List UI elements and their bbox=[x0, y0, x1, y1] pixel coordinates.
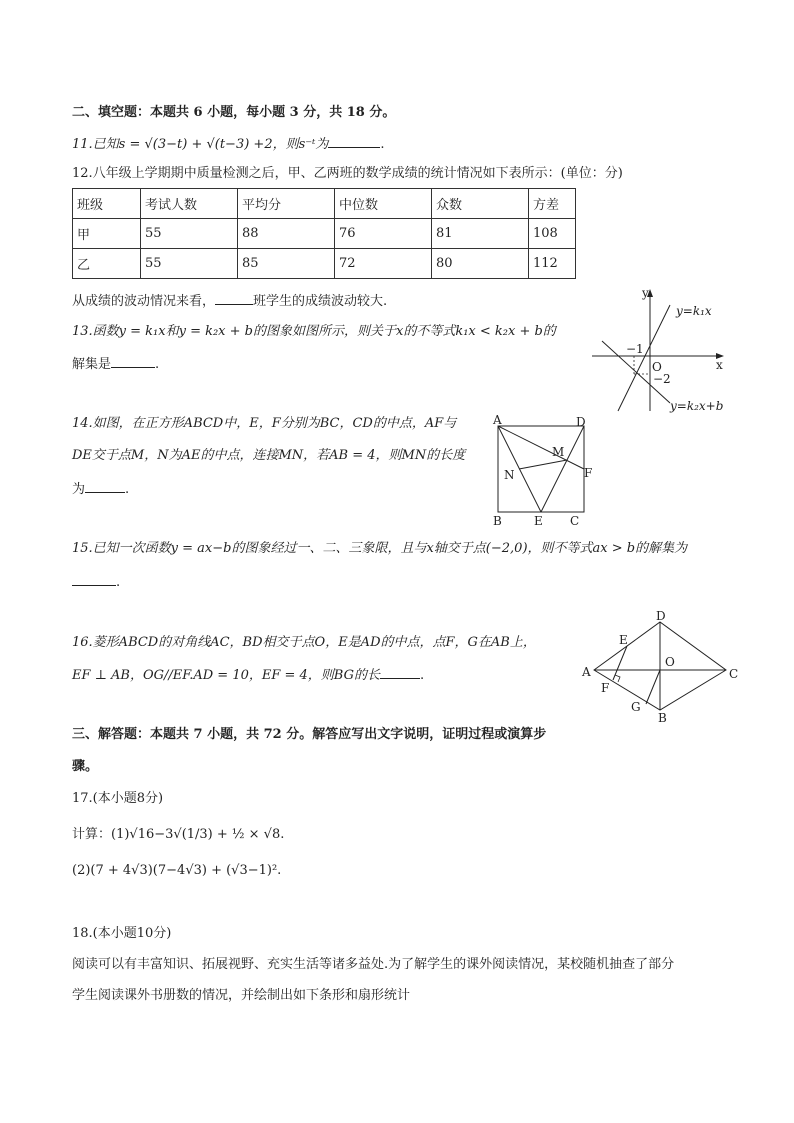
point-d-label: D bbox=[656, 609, 666, 623]
q16-answer-blank[interactable] bbox=[380, 664, 420, 679]
table-cell: 88 bbox=[238, 219, 335, 249]
point-a-label: A bbox=[493, 413, 502, 427]
point-b-label: B bbox=[658, 711, 667, 725]
table-cell: 55 bbox=[141, 249, 238, 279]
q14-line3-text: 为 bbox=[72, 482, 86, 497]
section3-line1: 三、解答题：本题共 7 小题，共 72 分。解答应写出文字说明，证明过程或演算步 bbox=[72, 727, 547, 742]
point-f-label: F bbox=[601, 681, 610, 695]
q11-text: 11.已知s = √(3−t) + √(t−3) +2，则s⁻ᵗ为 bbox=[72, 137, 329, 152]
line-k2x-b-label: y=k₂x+b bbox=[670, 399, 724, 413]
table-cell: 80 bbox=[432, 249, 529, 279]
q15-line2: . bbox=[72, 571, 120, 593]
q18-line2: 学生阅读课外书册数的情况，并绘制出如下条形和扇形统计 bbox=[72, 988, 411, 1003]
section2-heading: 二、填空题：本题共 6 小题，每小题 3 分，共 18 分。 bbox=[72, 105, 396, 120]
table-header-cell: 平均分 bbox=[238, 189, 335, 219]
q17-title: 17.(本小题8分) bbox=[72, 791, 164, 806]
q18-title: 18.(本小题10分) bbox=[72, 926, 172, 941]
point-g-label: G bbox=[631, 700, 641, 714]
q16-line2: EF ⊥ AB，OG//EF.AD = 10，EF = 4，则BG的长 . bbox=[72, 664, 424, 686]
section3-line2: 骤。 bbox=[72, 759, 99, 774]
q14-line2: DE交于点M，N为AE的中点，连接MN，若AB = 4，则MN的长度 bbox=[72, 448, 466, 463]
segment-de bbox=[541, 426, 584, 512]
minus-two-label: −2 bbox=[653, 372, 671, 386]
q14-line1: 14.如图，在正方形ABCD中，E，F分别为BC，CD的中点，AF与 bbox=[72, 416, 457, 431]
q13-graph-figure bbox=[592, 283, 732, 418]
table-header-cell: 方差 bbox=[529, 189, 576, 219]
q12-intro: 12.八年级上学期期中质量检测之后，甲、乙两班的数学成绩的统计情况如下表所示：(单位：分) bbox=[72, 166, 623, 181]
q13-line2-text: 解集是 bbox=[72, 357, 112, 372]
q12-after-a: 从成绩的波动情况来看， bbox=[72, 294, 216, 309]
table-cell: 乙 bbox=[73, 249, 141, 279]
point-a-label: A bbox=[582, 665, 591, 679]
table-cell: 112 bbox=[529, 249, 576, 279]
q13-line2: 解集是 . bbox=[72, 353, 159, 375]
line-k1x bbox=[618, 305, 670, 411]
segment-af bbox=[498, 426, 584, 469]
point-m-label: M bbox=[552, 445, 565, 459]
point-e-label: E bbox=[619, 633, 628, 647]
table-header-cell: 中位数 bbox=[335, 189, 432, 219]
point-e-label: E bbox=[534, 514, 543, 528]
right-angle-mark bbox=[615, 675, 620, 682]
q13-answer-blank[interactable] bbox=[111, 353, 155, 368]
point-n-label: N bbox=[504, 468, 515, 482]
table-cell: 85 bbox=[238, 249, 335, 279]
minus-one-label: −1 bbox=[626, 342, 644, 356]
point-b-label: B bbox=[493, 514, 502, 528]
q13-line1: 13.函数y = k₁x和y = k₂x + b的图象如图所示，则关于x的不等式k₁x < k₂x + b的 bbox=[72, 324, 556, 339]
table-row bbox=[73, 219, 576, 249]
q12-after-b: 班学生的成绩波动较大. bbox=[253, 294, 388, 309]
point-c-label: C bbox=[570, 514, 580, 528]
q17-part2: (2)(7 + 4√3)(7−4√3) + (√3−1)². bbox=[72, 863, 282, 878]
y-label: y bbox=[642, 286, 649, 300]
table-cell: 55 bbox=[141, 219, 238, 249]
table-cell: 甲 bbox=[73, 219, 141, 249]
segment-og bbox=[646, 670, 660, 704]
q16-line2-text: EF ⊥ AB，OG//EF.AD = 10，EF = 4，则BG的长 bbox=[72, 668, 380, 683]
x-label: x bbox=[716, 358, 723, 372]
point-c-label: C bbox=[729, 667, 739, 681]
q14-answer-blank[interactable] bbox=[85, 478, 125, 493]
q16-line1: 16.菱形ABCD的对角线AC，BD相交于点O，E是AD的中点，点F，G在AB上， bbox=[72, 635, 536, 650]
table-row bbox=[73, 249, 576, 279]
origin-label: O bbox=[652, 360, 662, 374]
table-cell: 72 bbox=[335, 249, 432, 279]
table-cell: 81 bbox=[432, 219, 529, 249]
segment-mn bbox=[519, 460, 567, 469]
point-o-label: O bbox=[665, 655, 675, 669]
table-header-cell: 考试人数 bbox=[141, 189, 238, 219]
table-cell: 76 bbox=[335, 219, 432, 249]
point-f-label: F bbox=[584, 466, 593, 480]
q18-line1: 阅读可以有丰富知识、拓展视野、充实生活等诸多益处.为了解学生的课外阅读情况，某校随机抽查了部分 bbox=[72, 957, 675, 972]
table-header-row bbox=[73, 189, 576, 219]
q17-calc: 计算：(1)√16−3√(1/3) + ½ × √8. bbox=[72, 827, 285, 842]
q14-square-figure bbox=[488, 415, 598, 530]
table-cell: 108 bbox=[529, 219, 576, 249]
q11: 11.已知s = √(3−t) + √(t−3) +2，则s⁻ᵗ为 . bbox=[72, 133, 384, 155]
q15-line1: 15.已知一次函数y = ax−b的图象经过一、二、三象限，且与x轴交于点(−2,0)，则不等式ax > b的解集为 bbox=[72, 541, 688, 556]
table-header-cell: 班级 bbox=[73, 189, 141, 219]
table-header-cell: 众数 bbox=[432, 189, 529, 219]
q15-answer-blank[interactable] bbox=[72, 571, 116, 586]
line-k1x-label: y=k₁x bbox=[676, 304, 712, 318]
point-d-label: D bbox=[576, 415, 586, 429]
q14-line3: 为 . bbox=[72, 478, 129, 500]
q11-answer-blank[interactable] bbox=[328, 133, 380, 148]
score-table bbox=[72, 188, 576, 279]
q16-rhombus-figure bbox=[578, 609, 739, 727]
q12-after bbox=[72, 290, 387, 312]
q12-answer-blank[interactable] bbox=[215, 290, 253, 305]
